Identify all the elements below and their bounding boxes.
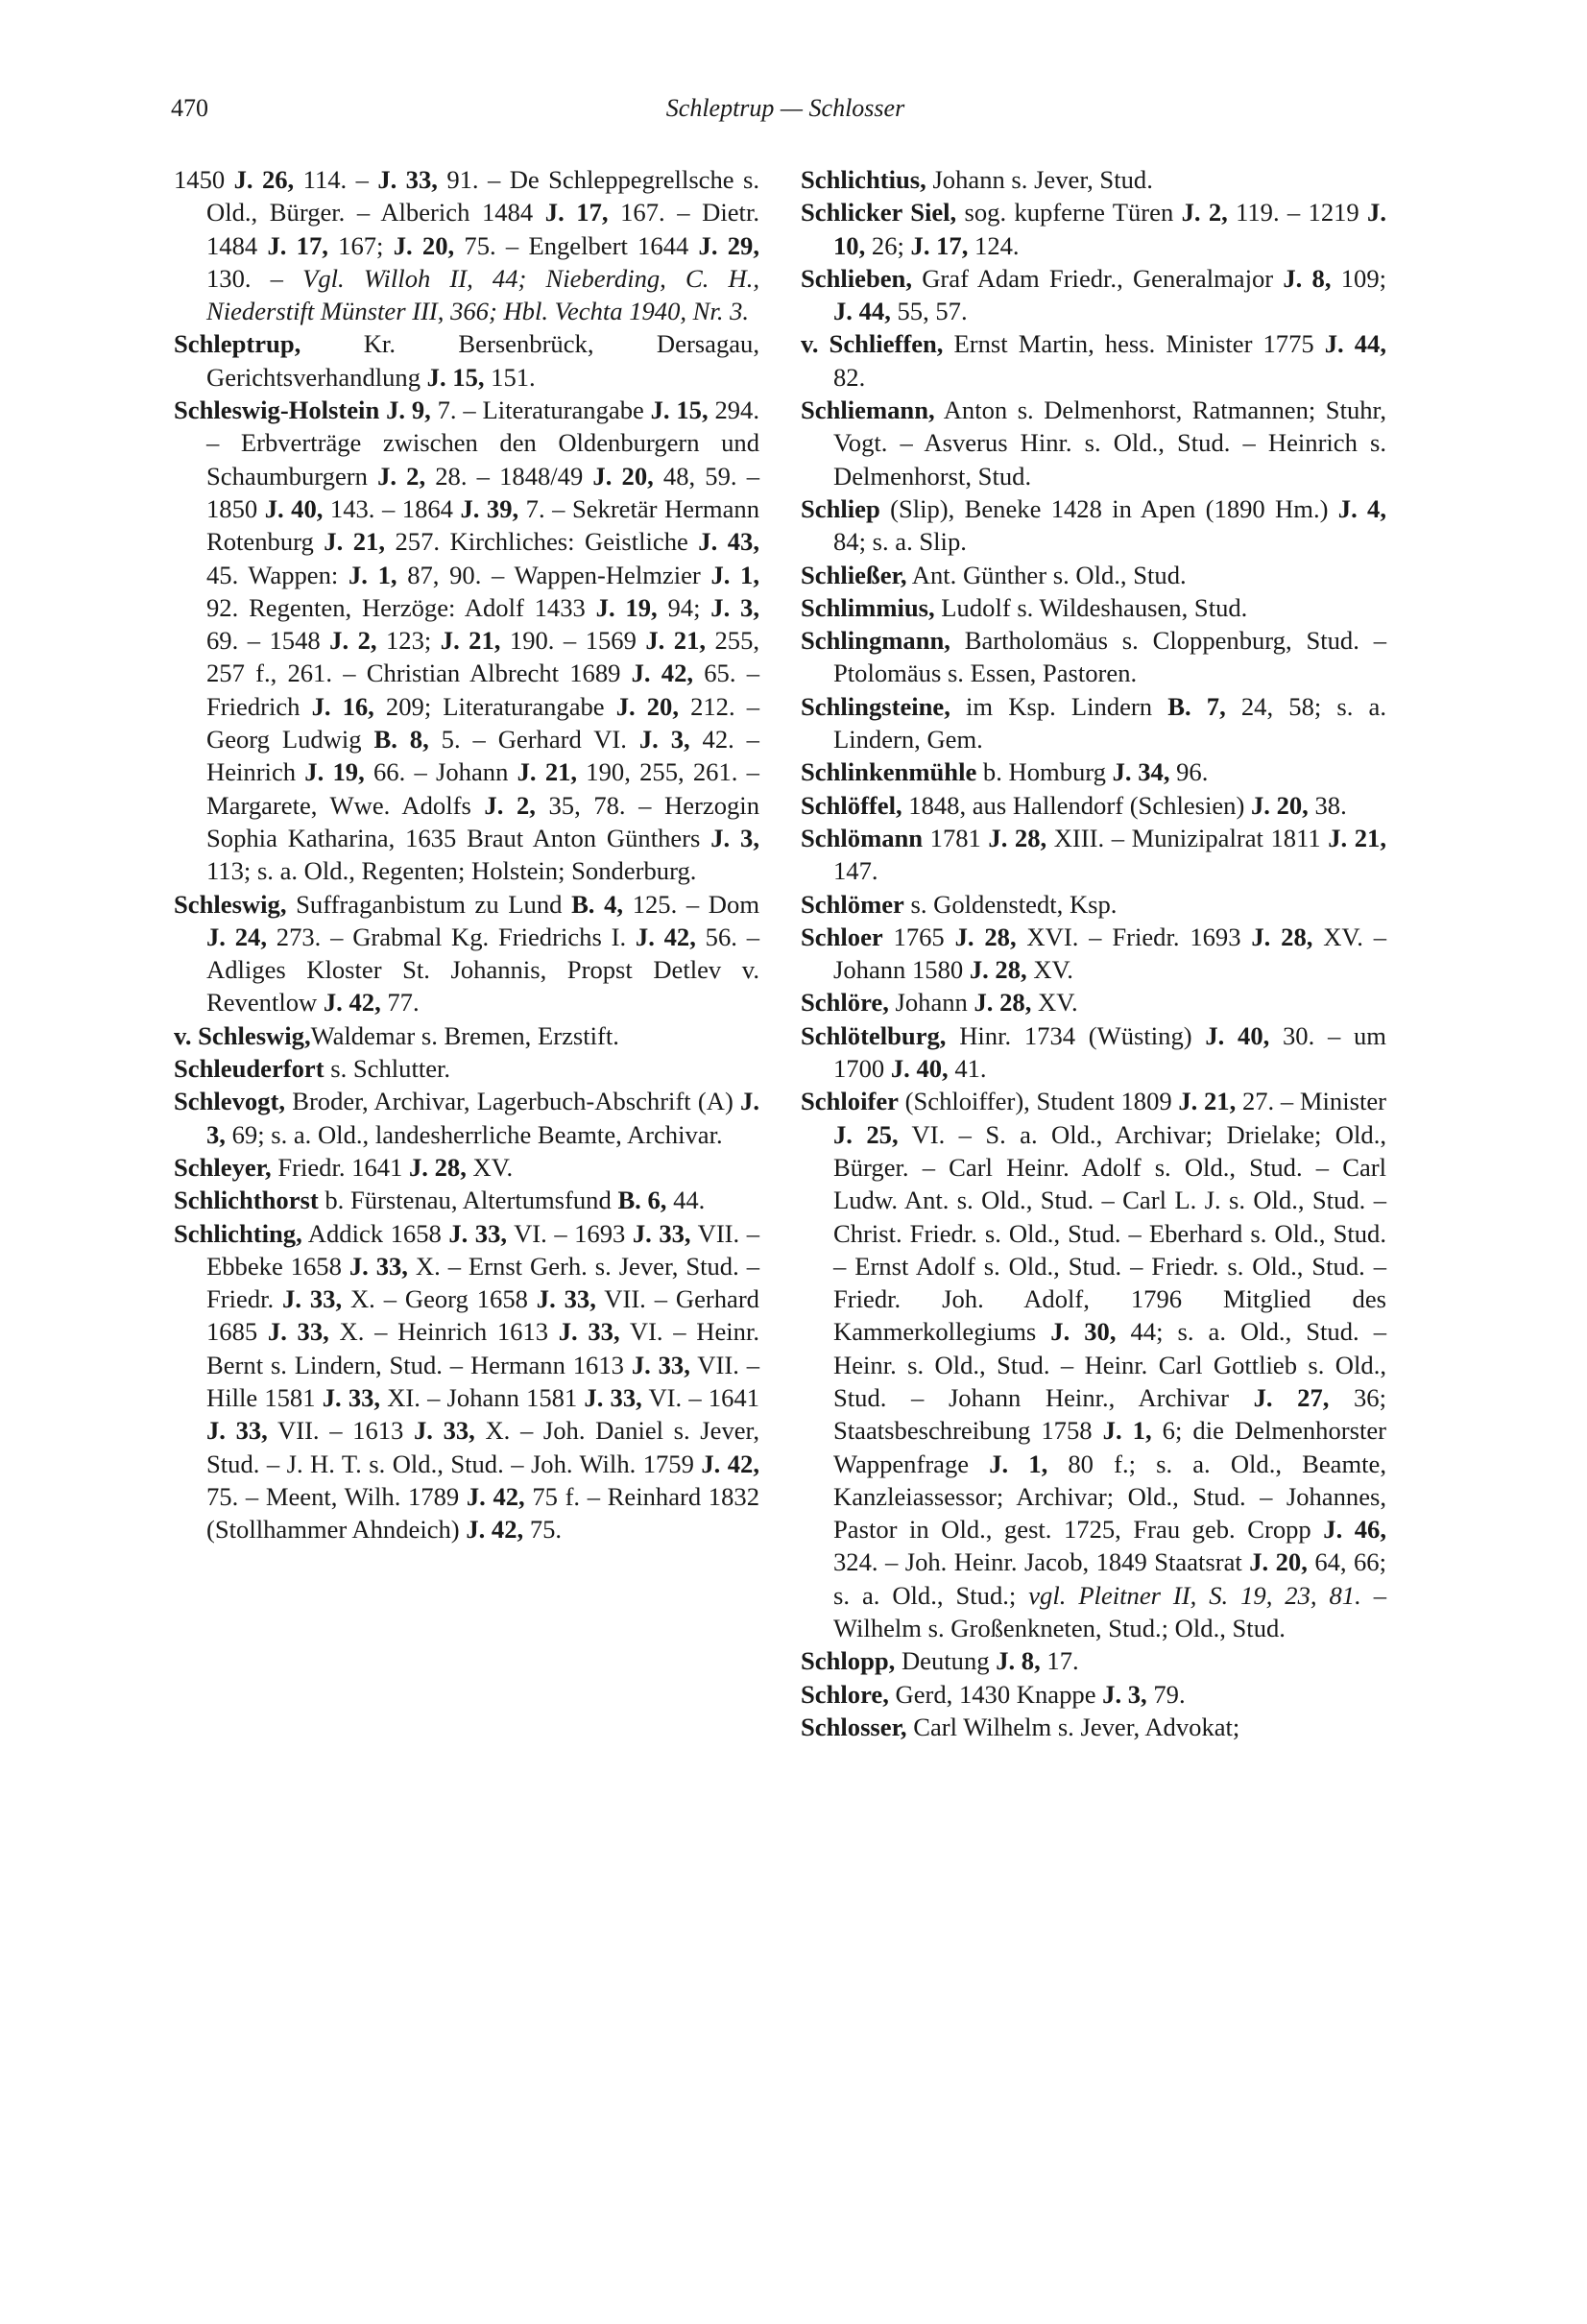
volume-reference: J. 2, [329, 626, 377, 656]
entry-text: 38. [1308, 790, 1347, 820]
page-header [171, 94, 1400, 132]
entry-text: 167; [327, 230, 394, 260]
volume-reference: B. 8, [373, 725, 429, 755]
entry-headword: Schleptrup, [174, 329, 301, 359]
entry-headword: Schlimmius, [801, 592, 935, 622]
entry-text: Bartholomäus s. Cloppenburg, Stud. – Ptolomäus s. Essen, Pastoren. [833, 626, 1386, 688]
volume-reference: J. 3, [638, 725, 690, 755]
volume-reference: J. 19, [304, 757, 365, 787]
volume-reference: J. 20, [1249, 1547, 1308, 1577]
entry-text: XI. – Johann 1581 [380, 1382, 585, 1412]
entry-text: Addick 1658 [301, 1218, 449, 1248]
index-entry [174, 1217, 759, 1546]
volume-reference: J. 25, [833, 1119, 899, 1149]
entry-text: s. Goldenstedt, Ksp. [903, 889, 1118, 919]
entry-headword: Schlömann [801, 823, 924, 852]
index-entry [801, 888, 1386, 921]
entry-text: 123; [376, 626, 441, 656]
entry-text: 44; s. a. Old., Stud. – Heinr. s. Old., Stud. – Heinr. Carl Gottlieb s. Old., Stud. – Johann Heinr., Archivar [833, 1317, 1386, 1412]
volume-reference: J. 28, [988, 823, 1047, 852]
volume-reference: J. 1, [1102, 1416, 1152, 1446]
entry-text: 80 f.; s. a. Old., Beamte, Kanzleiassessor; Archivar; Old., Stud. – Johannes, Pastor in Old., gest. 1725, Frau geb. Cropp [833, 1449, 1387, 1545]
entry-text: Waldemar s. Bremen, Erzstift. [310, 1020, 619, 1050]
entry-text: 294. – Erbverträge zwischen den Oldenburgern und Schaumburgern [206, 395, 759, 491]
entry-text: 109; [1331, 263, 1387, 293]
entry-text: 257. Kirchliches: Geistliche [384, 527, 699, 557]
right-column [801, 163, 1386, 1743]
entry-text: 55, 57. [890, 297, 968, 326]
volume-reference: J. 21, [645, 626, 707, 656]
entry-text: 113; s. a. Old., Regenten; Holstein; Sonderburg. [206, 856, 697, 886]
index-entry [801, 1678, 1386, 1711]
entry-text: 26; [865, 230, 911, 260]
entry-text: Ernst Martin, hess. Minister 1775 [943, 329, 1325, 359]
index-entry [801, 755, 1386, 788]
volume-reference: J. 28, [409, 1152, 467, 1182]
volume-reference: J. 3, [1102, 1679, 1147, 1709]
volume-reference: J. 40, [1205, 1020, 1270, 1050]
entry-text: 190, 255, 261. – Margarete, Wwe. Adolfs [206, 757, 759, 820]
index-entry [801, 327, 1386, 394]
entry-text: – Wilhelm s. Großenkneten, Stud.; Old., Stud. [833, 1580, 1386, 1643]
entry-text: 17. [1040, 1646, 1079, 1676]
entry-text: 6; die Delmenhorster Wappenfrage [833, 1416, 1387, 1478]
entry-headword: Schliep [801, 493, 880, 523]
volume-reference: J. 33, [377, 165, 438, 194]
volume-reference: B. 7, [1167, 691, 1226, 721]
volume-reference: J. 42, [466, 1515, 524, 1545]
volume-reference: J. 20, [592, 461, 654, 491]
volume-reference: J. 33, [558, 1317, 620, 1347]
volume-reference: J. 19, [595, 592, 658, 622]
entry-text: Kr. Bersenbrück, Dersagau, Gerichtsverhandlung [206, 329, 759, 392]
entry-text: Suffraganbistum zu Lund [286, 889, 572, 919]
entry-text: 30. – um 1700 [833, 1020, 1386, 1084]
entry-text: XV. [1031, 988, 1078, 1018]
volume-reference: J. 42, [631, 659, 694, 688]
index-entry [801, 624, 1386, 690]
volume-reference: J. 17, [544, 198, 609, 228]
entry-text: Ant. Günther s. Old., Stud. [906, 560, 1187, 589]
entry-text: 1848, aus Hallendorf (Schlesien) [902, 790, 1251, 820]
index-entry [801, 163, 1386, 196]
volume-reference: J. 33, [267, 1317, 329, 1347]
entry-headword: Schließer, [801, 560, 907, 589]
entry-text: 69; s. a. Old., landesherrliche Beamte, Archivar. [225, 1119, 723, 1149]
index-entry [174, 1085, 759, 1151]
entry-text: Graf Adam Friedr., Generalmajor [912, 263, 1284, 293]
entry-text: 209; Literaturangabe [373, 691, 616, 721]
entry-headword: Schleswig-Holstein [174, 395, 380, 425]
entry-text: 64, 66; s. a. Old., Stud.; [833, 1547, 1386, 1610]
volume-reference: J. 33, [536, 1284, 596, 1314]
entry-text: 7. – Literaturangabe [430, 395, 651, 425]
entry-text: b. Fürstenau, Altertumsfund [318, 1186, 618, 1215]
index-entry [801, 822, 1386, 888]
volume-reference: J. 33, [413, 1416, 475, 1446]
entry-text: 124. [968, 230, 1020, 260]
volume-reference: J. 33, [349, 1251, 408, 1281]
volume-reference: J. 2, [1181, 198, 1228, 228]
entry-text: X. – Heinrich 1613 [328, 1317, 559, 1347]
volume-reference: J. 3, [710, 592, 759, 622]
entry-text: Hinr. 1734 (Wüsting) [946, 1020, 1206, 1050]
entry-text: Carl Wilhelm s. Jever, Advokat; [906, 1712, 1240, 1741]
volume-reference: J. 28, [954, 922, 1017, 951]
index-entry [801, 559, 1386, 591]
volume-reference: J. 28, [969, 955, 1027, 985]
index-entry [801, 196, 1386, 262]
volume-reference: J. 40, [264, 493, 324, 523]
volume-reference: J. 15, [426, 362, 485, 392]
entry-text: 91. – De Schleppegrellsche s. Old., Bürger. – Alberich 1484 [206, 165, 759, 228]
entry-headword: Schlosser, [801, 1712, 907, 1741]
entry-headword: Schlöre, [801, 988, 889, 1018]
volume-reference: J. 24, [206, 922, 267, 951]
entry-text: 143. – 1864 [323, 493, 461, 523]
volume-reference: J. 34, [1112, 757, 1170, 787]
entry-text: 5. – Gerhard VI. [428, 725, 639, 755]
volume-reference: J. 33, [448, 1218, 508, 1248]
index-entry [174, 327, 759, 394]
entry-text: 130. – [206, 263, 303, 293]
entry-text: Deutung [895, 1646, 997, 1676]
entry-text: XV. [466, 1152, 514, 1182]
volume-reference: J. 40, [890, 1054, 949, 1084]
index-entry [174, 1184, 759, 1216]
entry-text: 125. – Dom [623, 889, 759, 919]
entry-text: Friedr. 1641 [271, 1152, 409, 1182]
entry-headword: Schlichtius, [801, 165, 926, 194]
entry-text: 212. – Georg Ludwig [206, 691, 759, 755]
index-entry [801, 394, 1386, 492]
entry-text: 27. – Minister [1236, 1087, 1387, 1116]
volume-reference: J. 44, [833, 297, 891, 326]
volume-reference: J. 33, [282, 1284, 343, 1314]
volume-reference: J. 21, [1328, 823, 1386, 852]
volume-reference: J. 28, [1251, 922, 1313, 951]
entry-text: Gerd, 1430 Knappe [888, 1679, 1103, 1709]
entry-headword: Schliemann, [801, 395, 935, 425]
volume-reference: J. 28, [974, 988, 1032, 1018]
volume-reference: J. 21, [324, 527, 385, 557]
volume-reference: J. 33, [631, 1350, 690, 1379]
index-entry [801, 1085, 1386, 1644]
entry-text: XIII. – Munizipalrat 1811 [1046, 823, 1329, 852]
entry-text: 65. – Friedrich [206, 659, 759, 721]
entry-text: XV. – Johann 1580 [833, 922, 1386, 985]
entry-text: 151. [484, 362, 536, 392]
entry-headword: Schlevogt, [174, 1087, 285, 1116]
entry-text: X. – Joh. Daniel s. Jever, Stud. – J. H. T. s. Old., Stud. – Joh. Wilh. 1759 [206, 1416, 759, 1478]
entry-headword: Schlieben, [801, 263, 912, 293]
entry-text: 66. – Johann [364, 757, 517, 787]
literature-reference: vgl. Pleitner II, S. 19, 23, 81. [1028, 1580, 1361, 1610]
entry-text: VI. – 1641 [641, 1382, 759, 1412]
page-number: 470 [171, 94, 208, 122]
entry-text: 1765 [882, 922, 955, 951]
entry-headword: v. Schlieffen, [801, 329, 944, 359]
entry-headword: Schleyer, [174, 1152, 272, 1182]
volume-reference: J. 1, [710, 560, 759, 589]
entry-text: 1781 [923, 823, 989, 852]
volume-reference: J. 1, [348, 560, 397, 589]
volume-reference: J. 15, [650, 395, 709, 425]
entry-headword: Schlinkenmühle [801, 757, 977, 787]
volume-reference: J. 3, [710, 823, 759, 852]
volume-reference: J. 3, [206, 1087, 759, 1149]
entry-text: 42. – Heinrich [206, 725, 759, 787]
entry-text: Anton s. Delmenhorst, Ratmannen; Stuhr, Vogt. – Asverus Hinr. s. Old., Stud. – Heinrich s. Delmenhorst, Stud. [833, 395, 1386, 491]
entry-text: 79. [1146, 1679, 1186, 1709]
entry-text: VI. – 1693 [507, 1218, 633, 1248]
volume-reference: J. 2, [484, 790, 536, 820]
volume-reference: J. 42, [466, 1481, 525, 1511]
volume-reference: J. 1, [989, 1449, 1048, 1478]
entry-headword: Schloifer [801, 1087, 899, 1116]
entry-text: 69. – 1548 [206, 626, 330, 656]
volume-reference: J. 43, [698, 527, 759, 557]
index-entry [174, 394, 759, 887]
volume-reference: J. 42, [323, 988, 381, 1018]
entry-headword: Schlötelburg, [801, 1020, 947, 1050]
volume-reference: J. 27, [1253, 1382, 1330, 1412]
entry-text: 56. – Adliges Kloster St. Johannis, Propst Detlev v. Reventlow [206, 922, 759, 1018]
entry-text: VII. – Hille 1581 [206, 1350, 760, 1412]
volume-reference: J. 21, [440, 626, 501, 656]
entry-text: Johann [888, 988, 974, 1018]
volume-reference: J. 8, [996, 1646, 1041, 1676]
volume-reference: J. 33, [322, 1382, 381, 1412]
entry-headword: Schlömer [801, 889, 904, 919]
volume-reference: J. 16, [311, 691, 374, 721]
volume-reference: J. 2, [377, 461, 426, 491]
volume-reference: B. 4, [571, 889, 624, 919]
entry-text: 273. – Grabmal Kg. Friedrichs I. [266, 922, 636, 951]
index-entry [801, 591, 1386, 624]
index-entry [801, 986, 1386, 1018]
volume-reference: J. 10, [833, 198, 1386, 260]
entry-text: 84; s. a. Slip. [833, 527, 967, 557]
entry-text: XV. [1026, 955, 1073, 985]
entry-text: 114. – [294, 165, 378, 194]
entry-text: 119. – 1219 [1227, 198, 1368, 228]
entry-text: X. – Georg 1658 [342, 1284, 537, 1314]
entry-text: 41. [948, 1054, 987, 1084]
volume-reference: J. 33, [584, 1382, 642, 1412]
left-column [174, 163, 759, 1545]
index-entry [174, 1151, 759, 1184]
index-entry [801, 921, 1386, 987]
entry-text: 96. [1169, 757, 1209, 787]
entry-text: VII. – Gerhard 1685 [206, 1284, 759, 1347]
volume-reference: J. 44, [1324, 329, 1386, 359]
entry-headword: Schlingmann, [801, 626, 950, 656]
entry-text: XVI. – Friedr. 1693 [1016, 922, 1252, 951]
index-entry [801, 789, 1386, 822]
entry-text: 7. – Sekretär Hermann Rotenburg [206, 493, 759, 557]
entry-headword: Schlichting, [174, 1218, 302, 1248]
volume-reference: J. 42, [701, 1449, 759, 1478]
index-entry [174, 1052, 759, 1085]
entry-text: 44. [666, 1186, 706, 1215]
entry-text: 82. [833, 362, 866, 392]
entry-text: 147. [833, 856, 878, 886]
entry-text: X. – Ernst Gerh. s. Jever, Stud. – Friedr. [206, 1251, 759, 1314]
entry-headword: Schlicker Siel, [801, 198, 957, 228]
entry-text: 87, 90. – Wappen-Helmzier [397, 560, 711, 589]
volume-reference: J. 21, [1178, 1087, 1237, 1116]
literature-reference: Vgl. Willoh II, 44; Nieberding, C. H., Niederstift Münster III, 366; Hbl. Vechta 1940, Nr. 3. [206, 263, 759, 326]
entry-headword: Schlopp, [801, 1646, 896, 1676]
entry-text: 190. – 1569 [500, 626, 646, 656]
volume-reference: J. 8, [1283, 263, 1332, 293]
volume-reference: J. 33, [206, 1416, 268, 1446]
entry-text: 1450 [174, 165, 234, 194]
entry-headword: Schlöffel, [801, 790, 902, 820]
entry-text: 77. [380, 988, 420, 1018]
index-entry [174, 888, 759, 1019]
entry-text: b. Homburg [976, 757, 1113, 787]
entry-headword: Schleuderfort [174, 1054, 325, 1084]
volume-reference: J. 9, [386, 395, 431, 425]
volume-reference: J. 20, [615, 691, 679, 721]
entry-text: VII. – Ebbeke 1658 [206, 1218, 760, 1281]
entry-text: VII. – 1613 [267, 1416, 414, 1446]
entry-text: Ludolf s. Wildeshausen, Stud. [934, 592, 1248, 622]
entry-text: sog. kupferne Türen [956, 198, 1182, 228]
entry-headword: Schlore, [801, 1679, 889, 1709]
volume-reference: J. 29, [698, 230, 759, 260]
index-entry [174, 1019, 759, 1052]
volume-reference: J. 26, [233, 165, 295, 194]
index-entry [801, 1644, 1386, 1677]
entry-text: (Schloiffer), Student 1809 [898, 1087, 1179, 1116]
entry-text: 94; [657, 592, 711, 622]
entry-text: 45. Wappen: [206, 560, 349, 589]
volume-reference: J. 4, [1337, 493, 1386, 523]
entry-text: 92. Regenten, Herzöge: Adolf 1433 [206, 592, 596, 622]
volume-reference: B. 6, [617, 1186, 667, 1215]
entry-headword: Schleswig, [174, 889, 287, 919]
entry-text: VI. – Heinr. Bernt s. Lindern, Stud. – Hermann 1613 [206, 1317, 760, 1379]
entry-text: Johann s. Jever, Stud. [926, 165, 1153, 194]
entry-text: Broder, Archivar, Lagerbuch-Abschrift (A) [284, 1087, 741, 1116]
entry-text: 24, 58; s. a. Lindern, Gem. [833, 691, 1386, 755]
entry-text: 48, 59. – 1850 [206, 461, 759, 523]
volume-reference: J. 20, [1250, 790, 1309, 820]
entry-text: 36; Staatsbeschreibung 1758 [833, 1382, 1386, 1446]
entry-text: 35, 78. – Herzogin Sophia Katharina, 1635 Braut Anton Günthers [206, 790, 759, 852]
entry-text: 28. – 1848/49 [425, 461, 593, 491]
entry-text: 324. – Joh. Heinr. Jacob, 1849 Staatsrat [833, 1547, 1250, 1577]
entry-text: 75. – Meent, Wilh. 1789 [206, 1481, 467, 1511]
volume-reference: J. 30, [1050, 1317, 1117, 1347]
entry-headword: Schloer [801, 922, 883, 951]
entry-text: 167. – Dietr. 1484 [206, 198, 759, 260]
entry-text: (Slip), Beneke 1428 in Apen (1890 Hm.) [879, 493, 1338, 523]
index-entry [801, 690, 1386, 756]
volume-reference: J. 17, [267, 230, 328, 260]
entry-headword: Schlichthorst [174, 1186, 319, 1215]
volume-reference: J. 20, [393, 230, 455, 260]
entry-headword: v. Schleswig, [174, 1020, 311, 1050]
volume-reference: J. 17, [910, 230, 969, 260]
index-entry [801, 1019, 1386, 1086]
entry-text: 75. – Engelbert 1644 [454, 230, 699, 260]
entry-text: 255, 257 f., 261. – Christian Albrecht 1689 [206, 626, 760, 688]
entry-headword: Schlingsteine, [801, 691, 950, 721]
volume-reference: J. 42, [635, 922, 696, 951]
entry-text: VI. – S. a. Old., Archivar; Drielake; Old., Bürger. – Carl Heinr. Adolf s. Old., Stud. – Carl Ludw. Ant. s. Old., Stud. – Carl L. J. s. Old., Stud. – Christ. Friedr. s. Old., Stud. – Eberhard s. Old., Stud. – Ernst Adolf s. Old., Stud. – Friedr. s. Old., Stud. – Friedr. Joh. Adolf, 1796 Mitglied des Kammerkollegiums [833, 1119, 1386, 1347]
index-entry [174, 163, 759, 327]
volume-reference: J. 46, [1323, 1515, 1386, 1545]
volume-reference: J. 39, [460, 493, 519, 523]
entry-text: 75. [523, 1515, 563, 1545]
volume-reference: J. 33, [632, 1218, 691, 1248]
running-title: Schleptrup — Schlosser [665, 94, 905, 122]
entry-text: 75 f. – Reinhard 1832 (Stollhammer Ahndeich) [206, 1481, 759, 1545]
volume-reference: J. 21, [517, 757, 578, 787]
index-entry [801, 492, 1386, 559]
entry-text: s. Schlutter. [324, 1054, 451, 1084]
index-entry [801, 1711, 1386, 1743]
index-entry [801, 262, 1386, 328]
entry-text: im Ksp. Lindern [950, 691, 1168, 721]
